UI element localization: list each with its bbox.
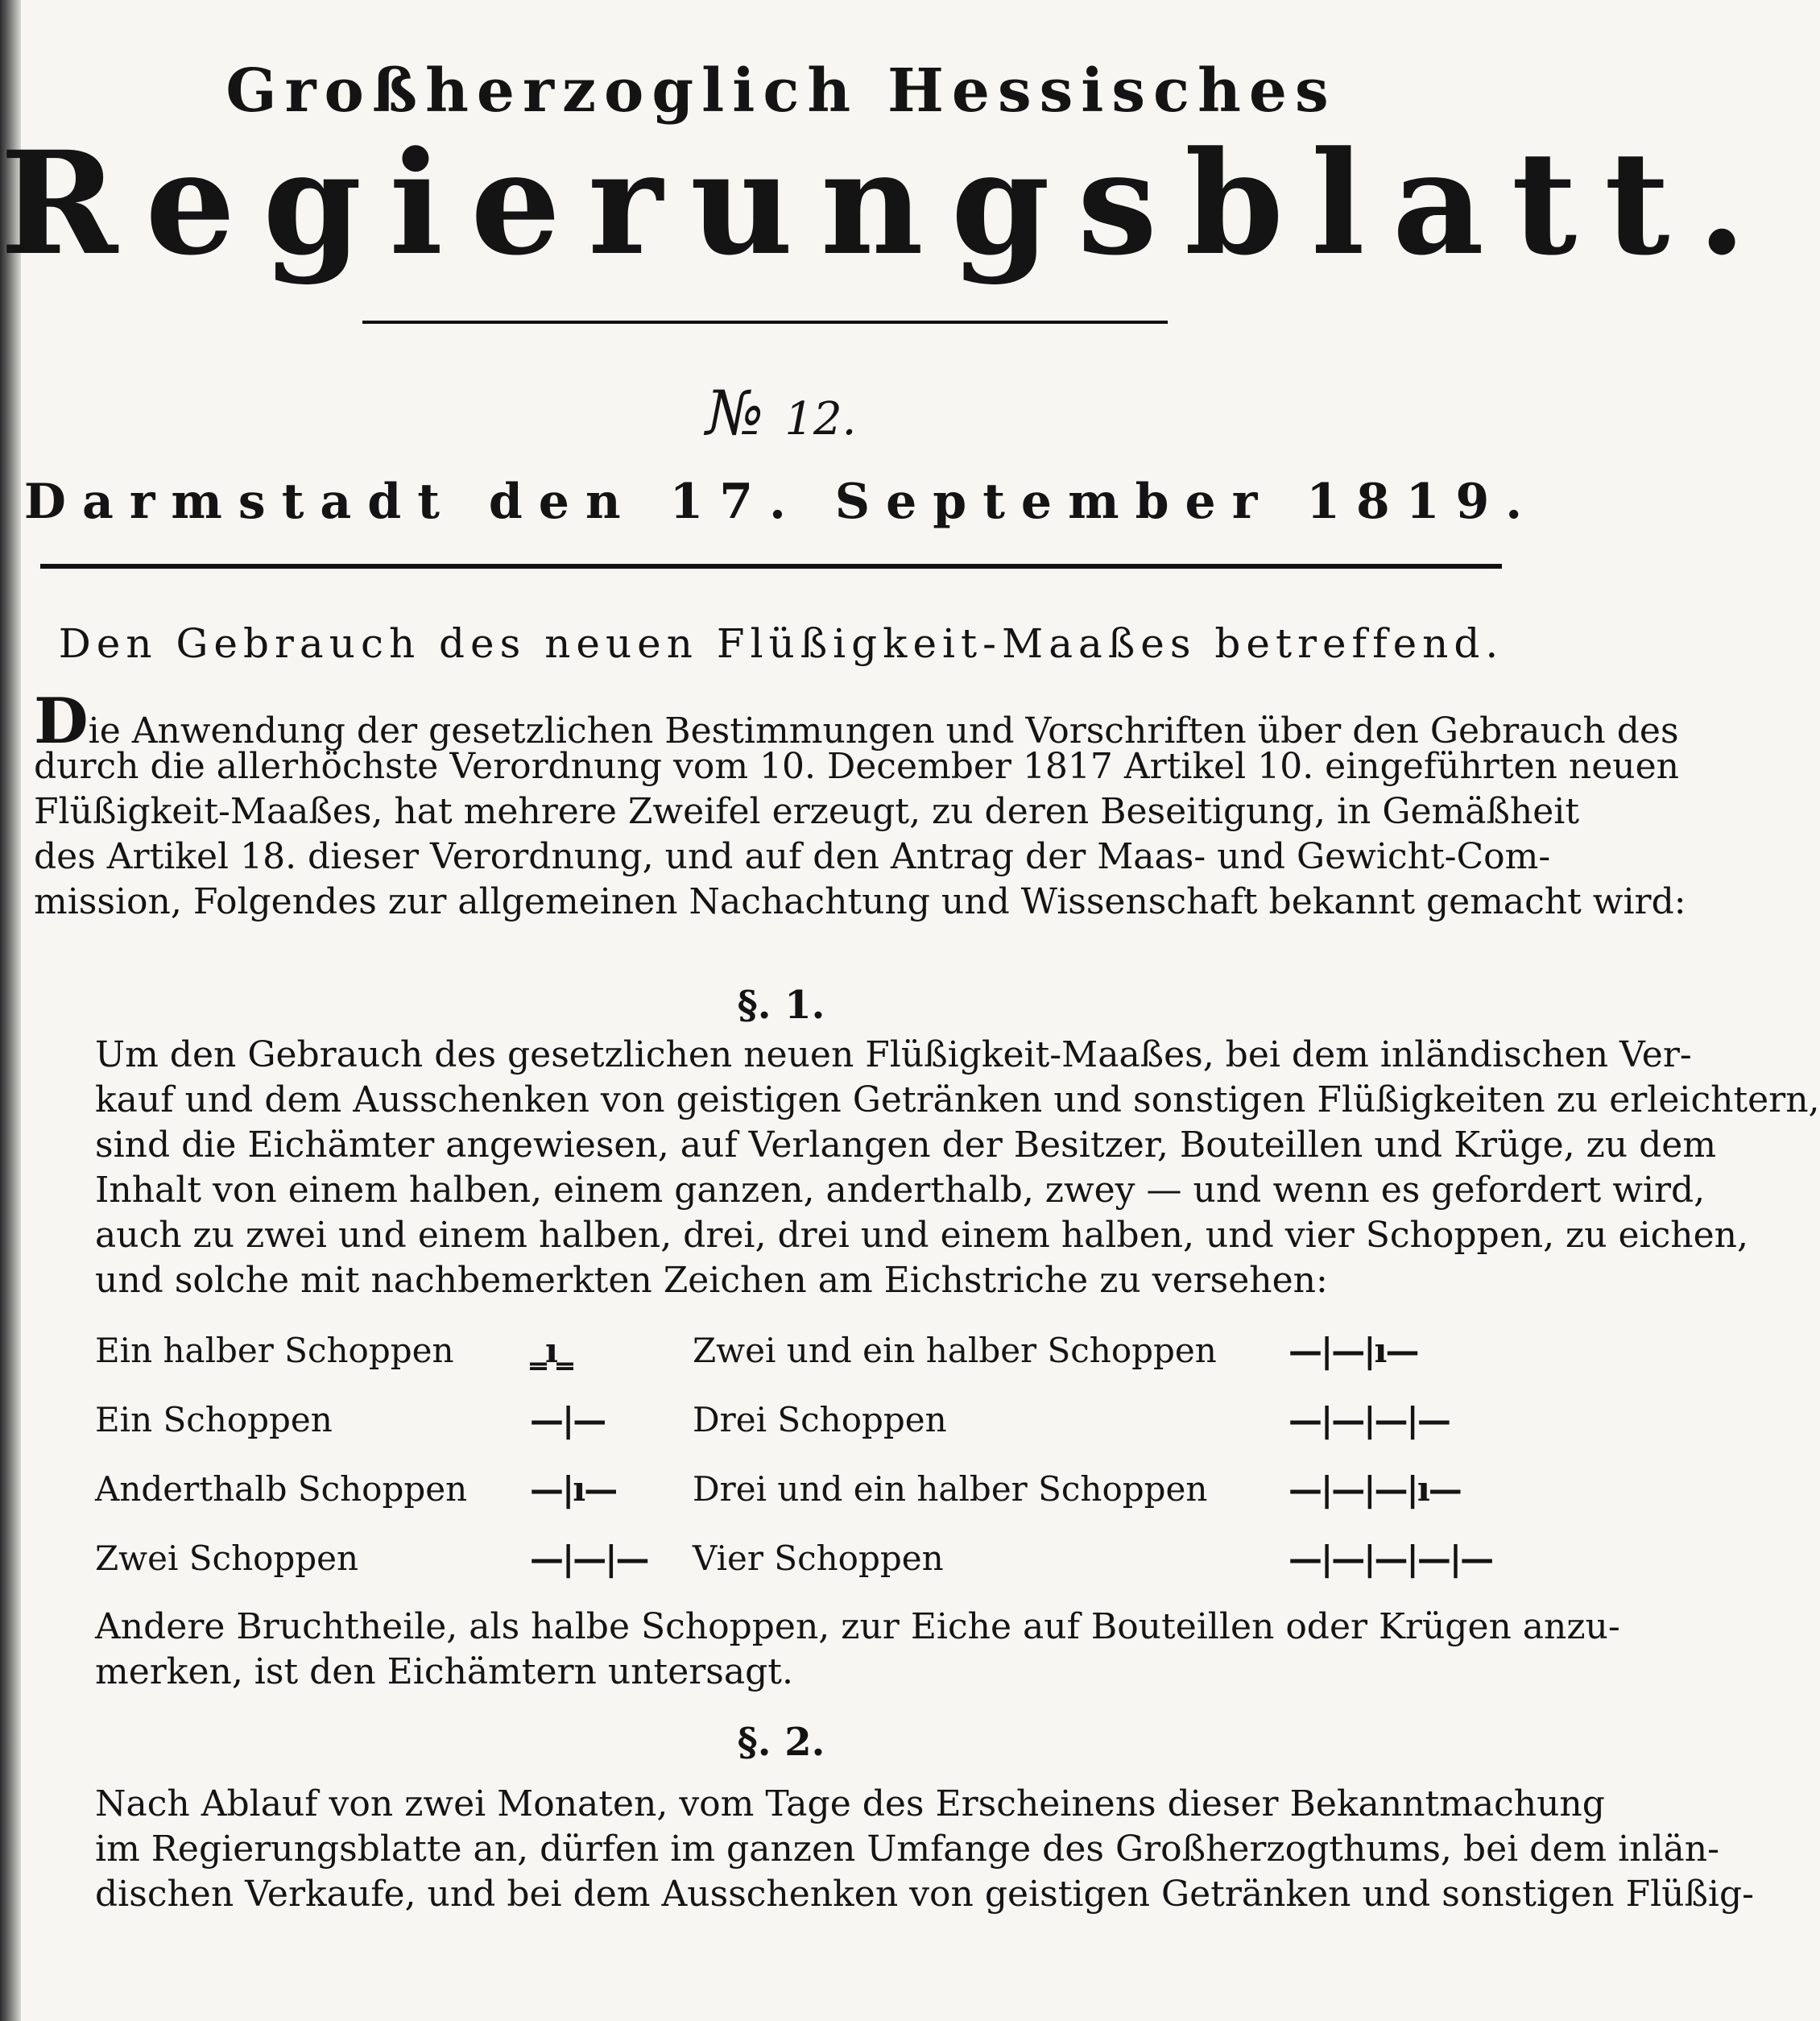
section-1-line: auch zu zwei und einem halben, drei, drei und einem halben, und vier Schoppen, zu eichen, [95, 1215, 1749, 1256]
measure-label: Vier Schoppen [693, 1539, 944, 1578]
measure-label: Zwei und ein halber Schoppen [693, 1331, 1217, 1370]
section-1-line: Um den Gebrauch des gesetzlichen neuen Flüßigkeit-Maaßes, bei dem inländischen Ver- [95, 1034, 1692, 1075]
section-2-line: dischen Verkaufe, und bei dem Ausschenken von geistigen Getränken und sonstigen Flüßig- [95, 1874, 1755, 1915]
section-1-line: und solche mit nachbemerkten Zeichen am Eichstriche zu versehen: [95, 1260, 1328, 1301]
section-1-heading: §. 1. [737, 983, 825, 1028]
section-1-line: sind die Eichämter angewiesen, auf Verlangen der Besitzer, Bouteillen und Krüge, zu dem [95, 1124, 1717, 1166]
section-2-paragraph [95, 1782, 1755, 1917]
section-1-closing-line: merken, ist den Eichämtern untersagt. [95, 1651, 793, 1692]
marks-row [95, 1400, 1456, 1469]
intro-line: durch die allerhöchste Verordnung vom 10. December 1817 Artikel 10. eingeführten neuen [34, 746, 1679, 787]
section-2-line: im Regierungsblatte an, dürfen im ganzen Umfange des Großherzogthums, bei dem inlän- [95, 1828, 1719, 1870]
intro-line: des Artikel 18. dieser Verordnung, und auf den Antrag der Maas- und Gewicht-Com- [34, 836, 1551, 877]
calibration-mark: —|—|ı— [1288, 1331, 1418, 1370]
subject-heading: Den Gebrauch des neuen Flüßigkeit-Maaßes betreffend. [58, 620, 1504, 667]
section-1-closing-line: Andere Bruchtheile, als halbe Schoppen, zur Eiche auf Bouteillen oder Krügen anzu- [95, 1606, 1620, 1647]
intro-line: Flüßigkeit-Maaßes, hat mehrere Zweifel erzeugt, zu deren Beseitigung, in Gemäßheit [34, 791, 1580, 832]
measure-label: Ein Schoppen [95, 1400, 333, 1439]
measure-label: Anderthalb Schoppen [95, 1469, 468, 1509]
masthead-title: Regierungsblatt. [0, 120, 1774, 287]
marks-row [95, 1539, 1493, 1608]
section-2-line: Nach Ablauf von zwei Monaten, vom Tage des Erscheinens dieser Bekanntmachung [95, 1783, 1605, 1824]
calibration-mark: ‗ı‗ [530, 1331, 572, 1370]
issue-number: 12. [784, 393, 857, 445]
calibration-marks-table [95, 1331, 1493, 1608]
section-1-closing [95, 1605, 1620, 1695]
header-rule [362, 321, 1168, 324]
publisher-line: Großherzoglich Hessisches [225, 56, 1337, 126]
issue-number-line [0, 377, 1562, 449]
calibration-mark: —|—|—|— [1288, 1400, 1450, 1439]
calibration-mark: —|— [530, 1400, 606, 1439]
issue-prefix: № [705, 377, 764, 449]
section-1-line: Inhalt von einem halben, einem ganzen, anderthalb, zwey — und wenn es gefordert wird, [95, 1170, 1706, 1211]
intro-line: Die Anwendung der gesetzlichen Bestimmungen und Vorschriften über den Gebrauch des [34, 685, 1679, 758]
calibration-mark: —|—|—|—|— [1288, 1539, 1493, 1578]
measure-label: Drei und ein halber Schoppen [693, 1469, 1208, 1509]
marks-row [95, 1331, 1456, 1400]
measure-label: Zwei Schoppen [95, 1539, 359, 1578]
marks-row [95, 1469, 1461, 1539]
intro-line: mission, Folgendes zur allgemeinen Nachachtung und Wissenschaft bekannt gemacht wird: [34, 881, 1686, 922]
dateline: Darmstadt den 17. September 1819. [23, 474, 1539, 530]
intro-paragraph [34, 685, 1686, 925]
measure-label: Ein halber Schoppen [95, 1331, 454, 1370]
calibration-mark: —|ı— [530, 1469, 617, 1509]
section-2-heading: §. 2. [737, 1720, 825, 1765]
calibration-mark: —|—|— [530, 1539, 648, 1578]
calibration-mark: —|—|—|ı— [1288, 1469, 1461, 1509]
dateline-rule [40, 564, 1502, 569]
measure-label: Drei Schoppen [693, 1400, 947, 1439]
section-1-paragraph [95, 1033, 1820, 1303]
section-1-line: kauf und dem Ausschenken von geistigen Getränken und sonstigen Flüßigkeiten zu erleichtern, [95, 1079, 1820, 1120]
